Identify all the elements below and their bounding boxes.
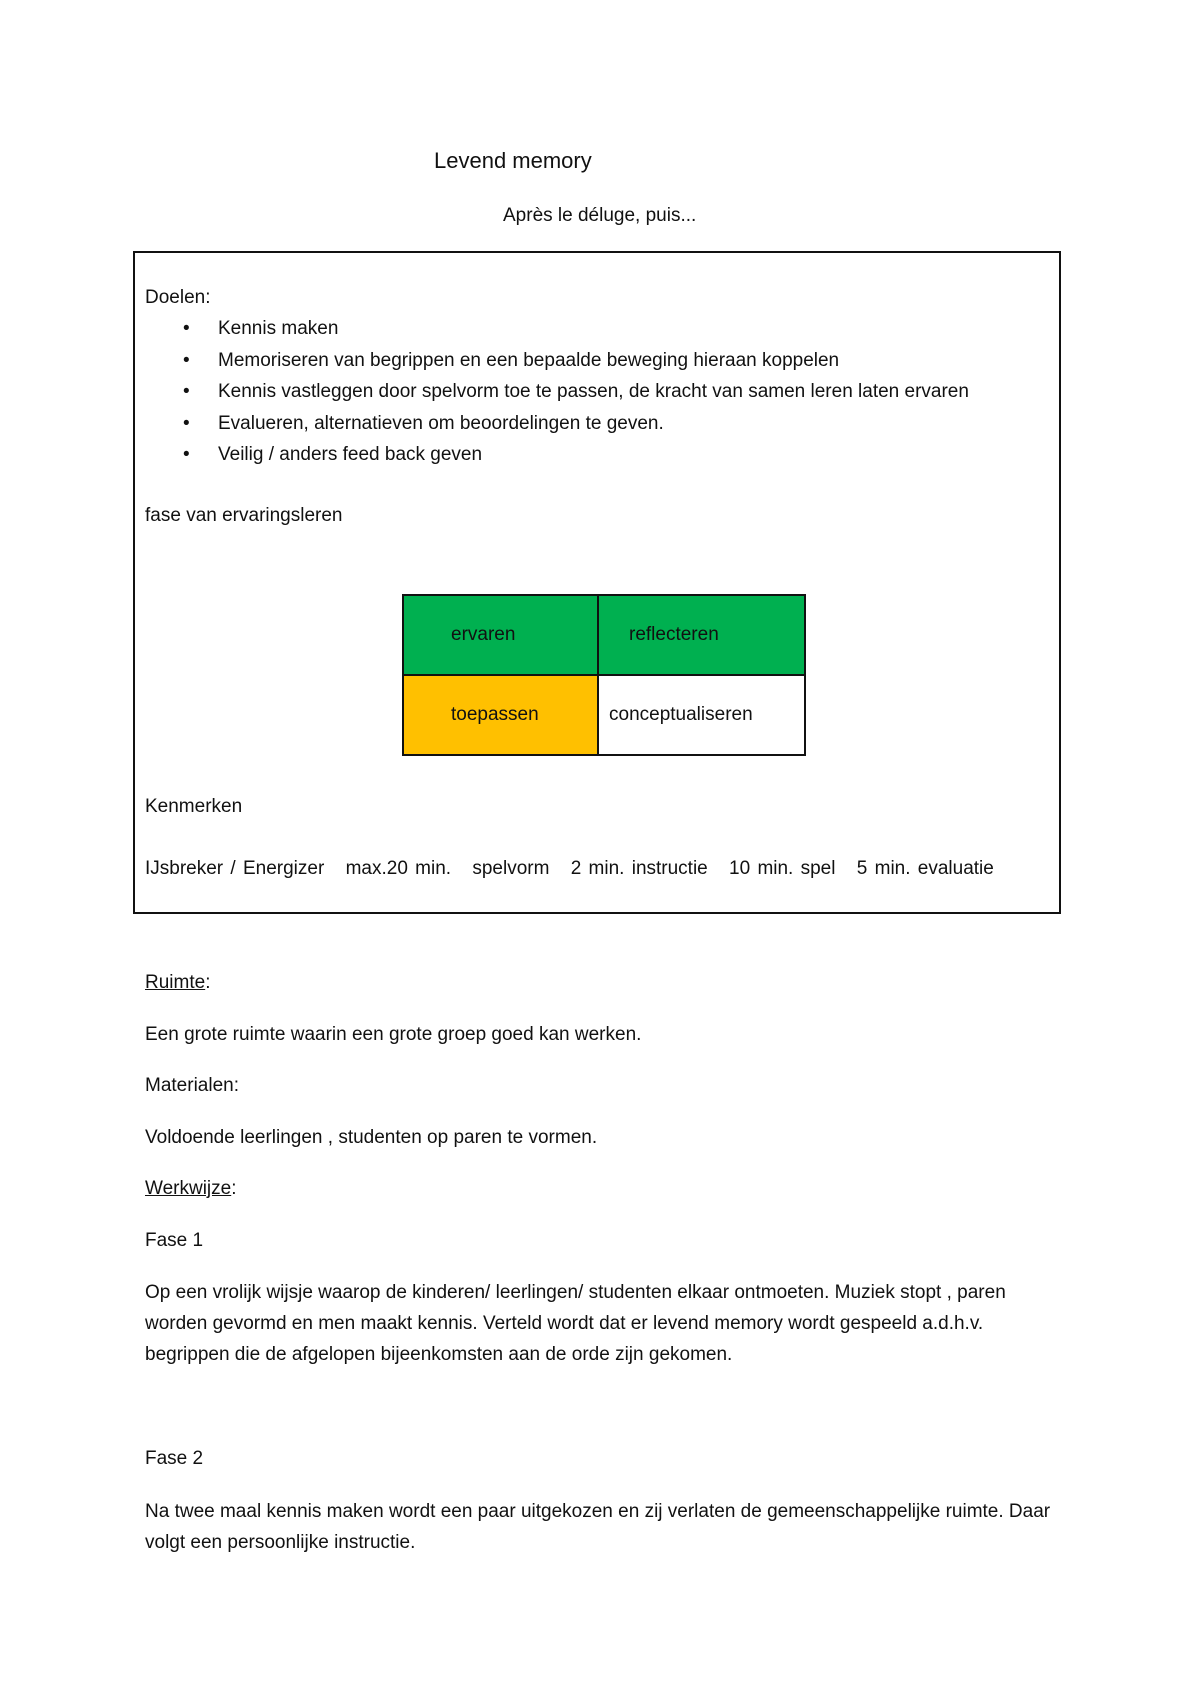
max-duration: max.20 min. bbox=[345, 858, 452, 879]
phase2-heading: Fase 2 bbox=[145, 1448, 204, 1469]
activity-type: IJsbreker / Energizer bbox=[145, 858, 325, 879]
materials-heading: Materialen: bbox=[145, 1075, 239, 1096]
phase2-text: Na twee maal kennis maken wordt een paar uitgekozen en zij verlaten de gemeenschappelijke ruimte. Daar volgt een persoonlijke instructie. bbox=[145, 1501, 1051, 1553]
phase-label: fase van ervaringsleren bbox=[145, 505, 343, 526]
bullet-icon: • bbox=[183, 412, 190, 434]
phase-cell-conceptualiseren: conceptualiseren bbox=[598, 675, 805, 755]
characteristics-heading: Kenmerken bbox=[145, 796, 243, 817]
phase1-heading: Fase 1 bbox=[145, 1230, 204, 1251]
list-item: • Memoriseren van begrippen en een bepaalde beweging hieraan koppelen bbox=[183, 349, 840, 371]
phase1-text: Op een vrolijk wijsje waarop de kinderen/ leerlingen/ studenten elkaar ontmoeten. Muziek stopt , paren worden gevormd en men maakt kennis. Verteld wordt dat er levend memory wordt gespeeld a.d.h.v. begrippen die de afgelopen bijeenkomsten aan de orde zijn gekomen. bbox=[145, 1282, 1006, 1365]
goals-list bbox=[145, 318, 969, 476]
page-title: Levend memory bbox=[434, 148, 592, 173]
list-item: • Evalueren, alternatieven om beoordelingen te geven. bbox=[183, 412, 664, 434]
bullet-icon: • bbox=[183, 444, 190, 465]
play-duration: 10 min. spel bbox=[729, 858, 836, 879]
bullet-icon: • bbox=[183, 349, 190, 371]
space-text: Een grote ruimte waarin een grote groep goed kan werken. bbox=[145, 1024, 642, 1045]
phase-cell-toepassen: toepassen bbox=[403, 675, 598, 755]
phase-cell-ervaren: ervaren bbox=[403, 595, 598, 675]
space-heading: Ruimte: bbox=[145, 972, 211, 993]
instruction-duration: 2 min. instructie bbox=[570, 858, 708, 879]
evaluation-duration: 5 min. evaluatie bbox=[856, 858, 994, 879]
page-subtitle: Après le déluge, puis... bbox=[503, 205, 697, 226]
list-item: • Kennis maken bbox=[183, 318, 339, 339]
goals-heading: Doelen: bbox=[145, 287, 211, 308]
method-heading: Werkwijze: bbox=[145, 1178, 237, 1199]
bullet-icon: • bbox=[183, 381, 190, 402]
learning-cycle-table bbox=[402, 594, 806, 756]
list-item: • Kennis vastleggen door spelvorm toe te passen, de kracht van samen leren laten ervaren bbox=[183, 381, 969, 402]
bullet-icon: • bbox=[183, 318, 190, 339]
phase-cell-reflecteren: reflecteren bbox=[598, 595, 805, 675]
materials-text: Voldoende leerlingen , studenten op paren te vormen. bbox=[145, 1127, 598, 1148]
characteristics-line bbox=[145, 858, 1008, 880]
activity-form: spelvorm bbox=[472, 858, 550, 879]
list-item: • Veilig / anders feed back geven bbox=[183, 444, 483, 465]
